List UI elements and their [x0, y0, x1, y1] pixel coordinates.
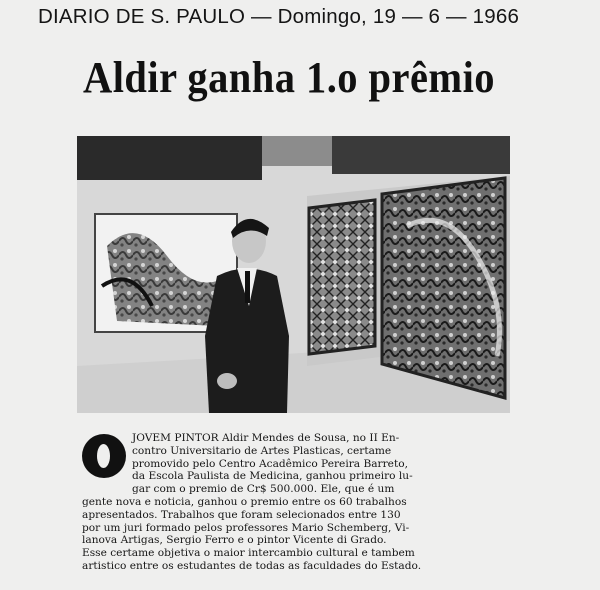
article-line: Esse certame objetiva o maior intercambio cultural e tambem [82, 547, 415, 560]
article-line: JOVEM PINTOR Aldir Mendes de Sousa, no II En- [132, 432, 400, 444]
article-line: apresentados. Trabalhos que foram selecionados entre 130 [82, 508, 401, 521]
photo-illustration [77, 136, 510, 413]
dateline: DIARIO DE S. PAULO — Domingo, 19 — 6 — 1966 [38, 5, 520, 28]
article-line: gente nova e noticia, ganhou o premio entre os 60 trabalhos [82, 495, 407, 508]
article-line: contro Universitario de Artes Plasticas, certame [132, 444, 392, 457]
article-body [82, 432, 502, 573]
article-line: gar com o premio de Cr$ 500.000. Ele, que é um [132, 483, 395, 496]
article-line: artistico entre os estudantes de todas as faculdades do Estado. [82, 559, 422, 572]
headline: Aldir ganha 1.o prêmio [83, 53, 495, 102]
article-line: lanova Artigas, Sergio Ferro e o pintor Vicente di Grado. [82, 534, 387, 547]
article-line: da Escola Paulista de Medicina, ganhou primeiro lu- [132, 470, 413, 483]
dropcap-o [82, 434, 126, 478]
article-line: por um juri formado pelos professores Mario Schemberg, Vi- [82, 521, 410, 534]
article-line: promovido pelo Centro Acadêmico Pereira Barreto, [132, 457, 408, 470]
exhibition-photo [77, 136, 510, 413]
